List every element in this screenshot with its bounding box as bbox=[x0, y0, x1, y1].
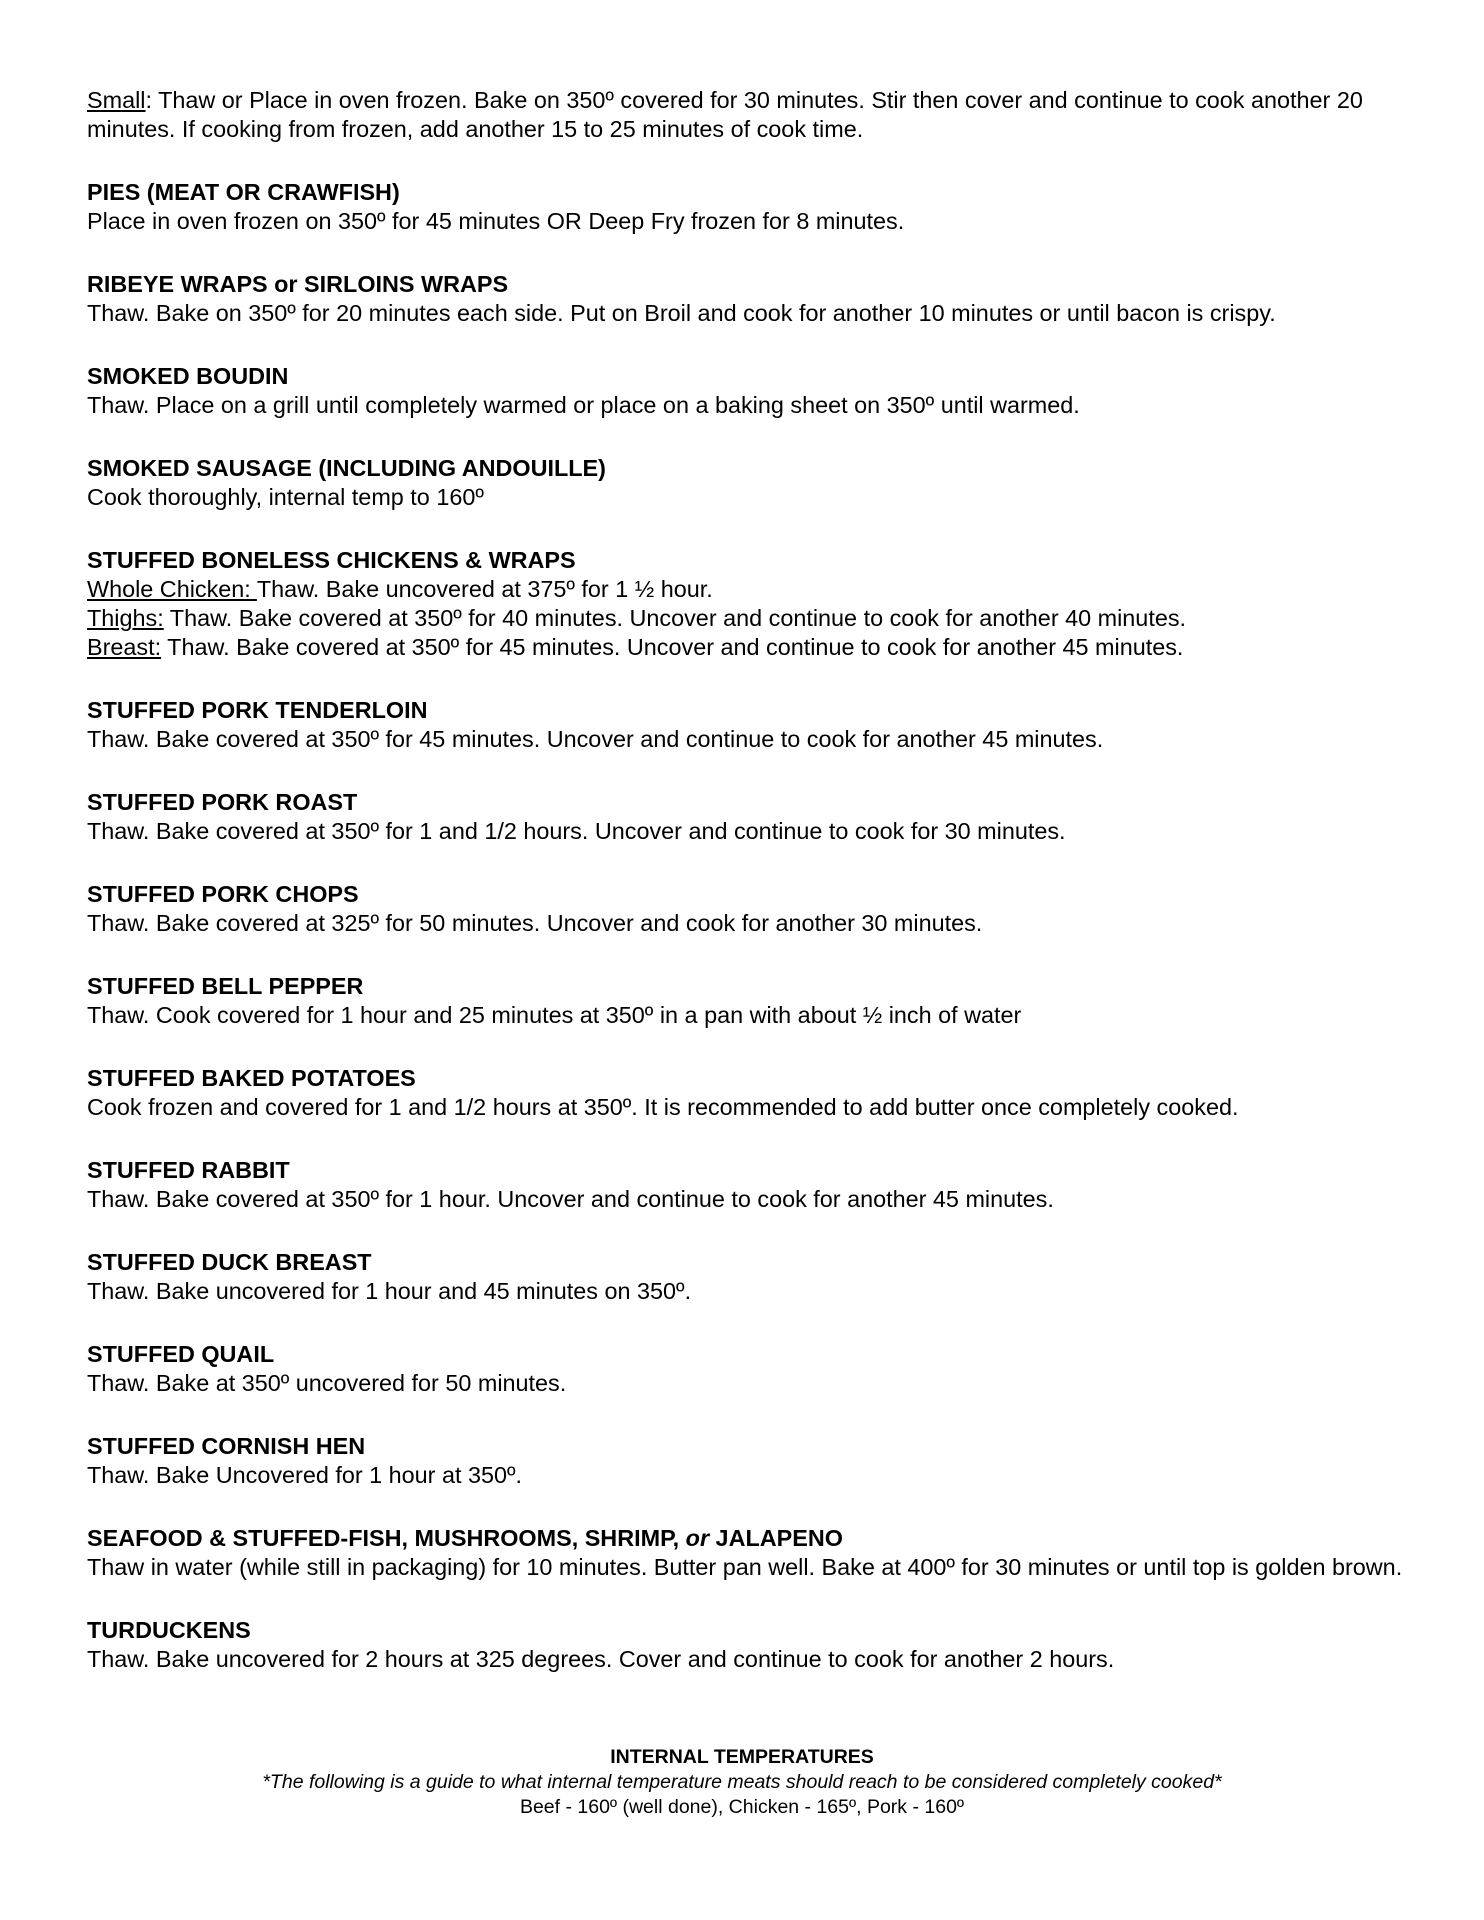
section-roast bbox=[87, 788, 1417, 846]
section-title: TURDUCKENS bbox=[87, 1617, 251, 1643]
intro-label: Small bbox=[87, 87, 146, 113]
section-title: STUFFED CORNISH HEN bbox=[87, 1433, 366, 1459]
document-body bbox=[87, 86, 1417, 1708]
section-title: STUFFED PORK TENDERLOIN bbox=[87, 697, 428, 723]
section-title: SMOKED BOUDIN bbox=[87, 363, 289, 389]
thighs-text: Thaw. Bake covered at 350º for 40 minutes. Uncover and continue to cook for another 40 minutes. bbox=[163, 605, 1187, 631]
section-title: STUFFED DUCK BREAST bbox=[87, 1249, 372, 1275]
section-text: Thaw. Bake at 350º uncovered for 50 minutes. bbox=[87, 1370, 567, 1396]
whole-chicken-text: Thaw. Bake uncovered at 375º for 1 ½ hour. bbox=[256, 576, 713, 602]
section-text: Thaw. Cook covered for 1 hour and 25 minutes at 350º in a pan with about ½ inch of water bbox=[87, 1002, 1022, 1028]
section-title: STUFFED PORK ROAST bbox=[87, 789, 358, 815]
section-hen bbox=[87, 1432, 1417, 1490]
section-chops bbox=[87, 880, 1417, 938]
whole-chicken-label: Whole Chicken: bbox=[87, 576, 257, 602]
breast-label: Breast: bbox=[87, 634, 162, 660]
section-potatoes bbox=[87, 1064, 1417, 1122]
section-text: Thaw. Bake covered at 325º for 50 minutes. Uncover and cook for another 30 minutes. bbox=[87, 910, 983, 936]
section-text: Cook thoroughly, internal temp to 160º bbox=[87, 484, 484, 510]
section-quail bbox=[87, 1340, 1417, 1398]
section-seafood bbox=[87, 1524, 1417, 1582]
whole-chicken-line bbox=[87, 575, 1417, 604]
section-title: STUFFED RABBIT bbox=[87, 1157, 290, 1183]
section-title: PIES (MEAT OR CRAWFISH) bbox=[87, 179, 400, 205]
section-chickens bbox=[87, 546, 1417, 662]
section-title: STUFFED BELL PEPPER bbox=[87, 973, 364, 999]
seafood-title-or: or bbox=[685, 1525, 710, 1551]
section-text: Thaw. Bake covered at 350º for 45 minutes. Uncover and continue to cook for another 45 minutes. bbox=[87, 726, 1104, 752]
section-title bbox=[87, 1524, 1417, 1553]
footer-temps: Beef - 160º (well done), Chicken - 165º, Pork - 160º bbox=[519, 1796, 965, 1818]
seafood-title-part2: JALAPENO bbox=[709, 1525, 843, 1551]
section-text: Cook frozen and covered for 1 and 1/2 hours at 350º. It is recommended to add butter once completely cooked. bbox=[87, 1094, 1239, 1120]
section-turduckens bbox=[87, 1616, 1417, 1674]
section-title: STUFFED QUAIL bbox=[87, 1341, 275, 1367]
section-title: STUFFED BONELESS CHICKENS & WRAPS bbox=[87, 547, 576, 573]
section-text: Thaw in water (while still in packaging) for 10 minutes. Butter pan well. Bake at 400º for 30 minutes or until top is golden brown. bbox=[87, 1554, 1403, 1580]
section-boudin bbox=[87, 362, 1417, 420]
section-title: SMOKED SAUSAGE (INCLUDING ANDOUILLE) bbox=[87, 455, 606, 481]
section-text: Thaw. Bake on 350º for 20 minutes each side. Put on Broil and cook for another 10 minutes or until bacon is crispy. bbox=[87, 300, 1276, 326]
section-ribeye bbox=[87, 270, 1417, 328]
section-text: Thaw. Bake covered at 350º for 1 and 1/2 hours. Uncover and continue to cook for 30 minutes. bbox=[87, 818, 1066, 844]
section-sausage bbox=[87, 454, 1417, 512]
section-text: Place in oven frozen on 350º for 45 minutes OR Deep Fry frozen for 8 minutes. bbox=[87, 208, 905, 234]
section-text: Thaw. Bake Uncovered for 1 hour at 350º. bbox=[87, 1462, 523, 1488]
thighs-line bbox=[87, 604, 1417, 633]
intro-section bbox=[87, 86, 1417, 144]
footer-title: INTERNAL TEMPERATURES bbox=[610, 1746, 874, 1768]
section-text: Thaw. Bake covered at 350º for 1 hour. Uncover and continue to cook for another 45 minutes. bbox=[87, 1186, 1054, 1212]
section-pies bbox=[87, 178, 1417, 236]
thighs-label: Thighs: bbox=[87, 605, 164, 631]
intro-text: : Thaw or Place in oven frozen. Bake on 350º covered for 30 minutes. Stir then cover and continue to cook another 20 minutes. If cooking from frozen, add another 15 to 25 minutes of cook time. bbox=[87, 87, 1363, 142]
section-text: Thaw. Place on a grill until completely warmed or place on a baking sheet on 350º until warmed. bbox=[87, 392, 1080, 418]
footer-note: *The following is a guide to what internal temperature meats should reach to be considered completely cooked* bbox=[262, 1771, 1222, 1793]
section-text: Thaw. Bake uncovered for 2 hours at 325 degrees. Cover and continue to cook for another 2 hours. bbox=[87, 1646, 1115, 1672]
section-title: STUFFED BAKED POTATOES bbox=[87, 1065, 416, 1091]
section-tenderloin bbox=[87, 696, 1417, 754]
internal-temperatures-footer bbox=[87, 1745, 1397, 1820]
section-rabbit bbox=[87, 1156, 1417, 1214]
breast-text: Thaw. Bake covered at 350º for 45 minutes. Uncover and continue to cook for another 45 minutes. bbox=[161, 634, 1184, 660]
breast-line bbox=[87, 633, 1417, 662]
section-duck bbox=[87, 1248, 1417, 1306]
seafood-title-part1: SEAFOOD & STUFFED-FISH, MUSHROOMS, SHRIMP, bbox=[87, 1525, 686, 1551]
section-pepper bbox=[87, 972, 1417, 1030]
section-title: RIBEYE WRAPS or SIRLOINS WRAPS bbox=[87, 271, 509, 297]
section-text: Thaw. Bake uncovered for 1 hour and 45 minutes on 350º. bbox=[87, 1278, 692, 1304]
section-title: STUFFED PORK CHOPS bbox=[87, 881, 359, 907]
